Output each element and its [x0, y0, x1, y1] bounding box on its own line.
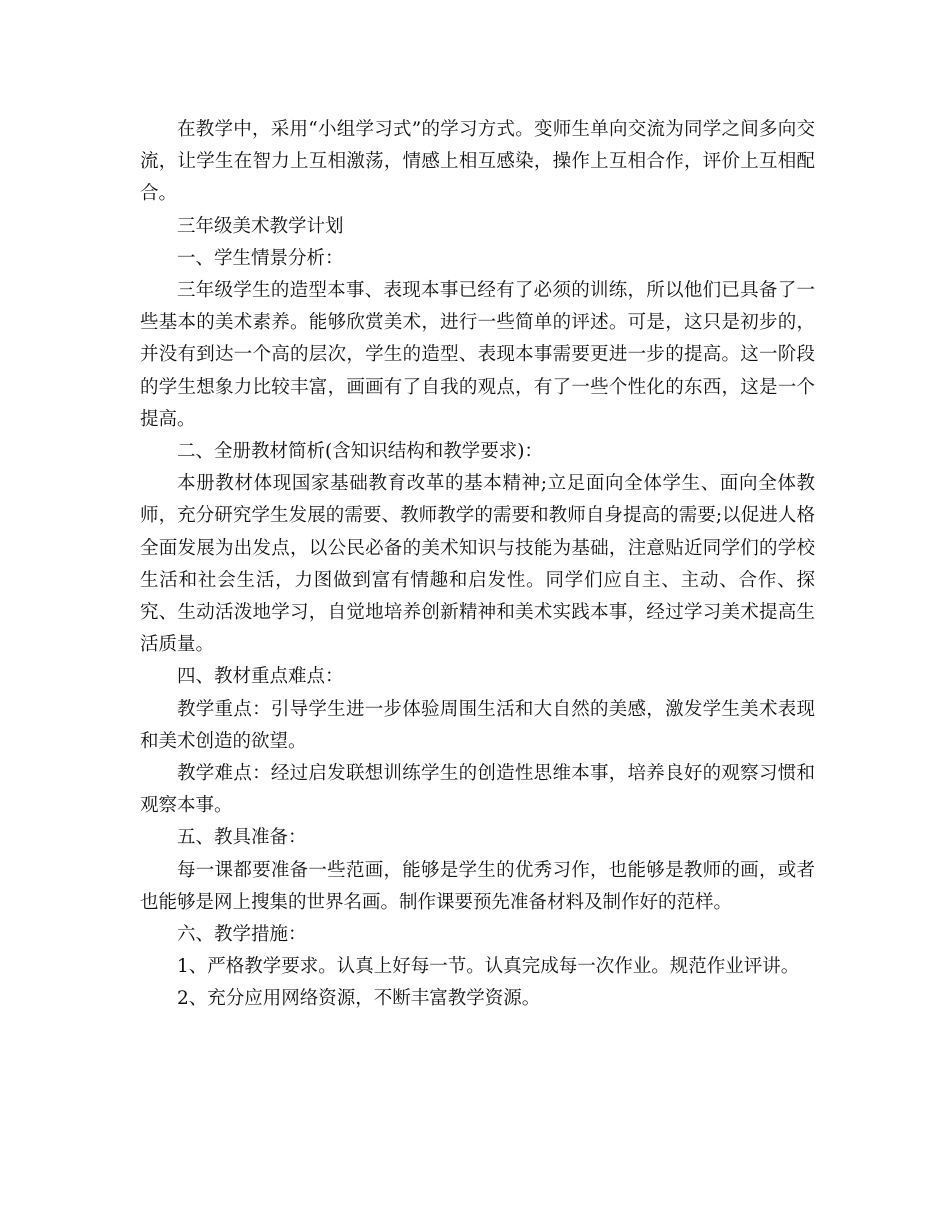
paragraph-student-analysis: 三年级学生的造型本事、表现本事已经有了必须的训练，所以他们已具备了一些基本的美术素养。能够欣赏美术，进行一些简单的评述。可是，这只是初步的，并没有到达一个高的层次，学生的造型、表现本事需要更进一步的提高。这一阶段的学生想象力比较丰富，画画有了自我的观点，有了一些个性化的东西，这是一个提高。 — [140, 280, 815, 430]
list-item-measure-1: 1、严格教学要求。认真上好每一节。认真完成每一次作业。规范作业评讲。 — [177, 956, 800, 978]
heading-student-analysis: 一、学生情景分析： — [177, 247, 344, 269]
paragraph-key-point: 教学重点：引导学生进一步体验周围生活和大自然的美感，激发学生美术表现和美术创造的欲望。 — [140, 698, 815, 752]
paragraph-teaching-aids: 每一课都要准备一些范画，能够是学生的优秀习作，也能够是教师的画，或者也能够是网上搜集的世界名画。制作课要预先准备材料及制作好的范样。 — [140, 859, 815, 913]
paragraph-difficult-point: 教学难点：经过启发联想训练学生的创造性思维本事，培养良好的观察习惯和观察本事。 — [140, 763, 815, 817]
heading-key-points: 四、教材重点难点： — [177, 666, 344, 688]
paragraph-textbook-analysis: 本册教材体现国家基础教育改革的基本精神;立足面向全体学生、面向全体教师，充分研究学生发展的需要、教师教学的需要和教师自身提高的需要;以促进人格全面发展为出发点，以公民必备的美术知识与技能为基础，注意贴近同学们的学校生活和社会生活，力图做到富有情趣和启发性。同学们应自主、主动、合作、探究、生动活泼地学习，自觉地培养创新精神和美术实践本事，经过学习美术提高生活质量。 — [140, 473, 815, 656]
list-item-measure-2: 2、充分应用网络资源，不断丰富教学资源。 — [177, 988, 541, 1010]
heading-plan-title: 三年级美术教学计划 — [177, 215, 344, 237]
paragraph-group-learning: 在教学中，采用“小组学习式”的学习方式。变师生单向交流为同学之间多向交流，让学生在智力上互相激荡，情感上相互感染，操作上互相合作，评价上互相配合。 — [140, 119, 815, 205]
document-page — [140, 114, 815, 1016]
heading-teaching-measures: 六、教学措施： — [177, 924, 307, 946]
heading-teaching-aids: 五、教具准备： — [177, 827, 307, 849]
heading-textbook-analysis: 二、全册教材简析(含知识结构和教学要求)： — [177, 441, 543, 463]
